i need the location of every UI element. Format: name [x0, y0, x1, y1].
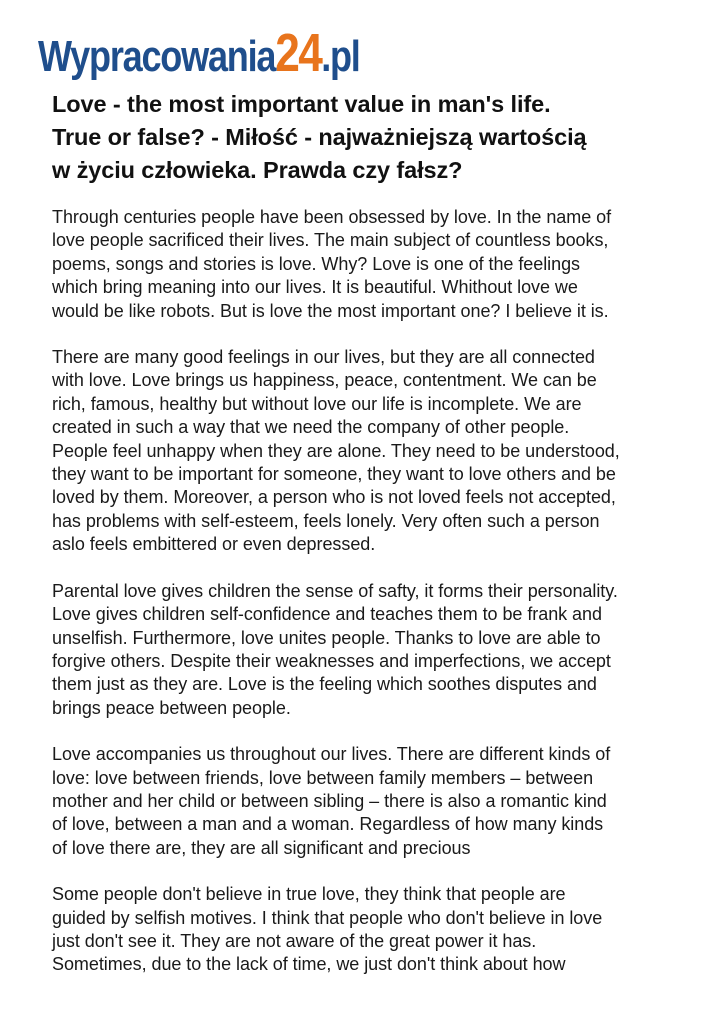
- paragraph-line: love: love between friends, love between family members – between: [52, 767, 594, 788]
- paragraph-line: Sometimes, due to the lack of time, we just don't think about how: [52, 954, 566, 975]
- body-paragraph: [52, 883, 692, 977]
- paragraph-line: loved by them. Moreover, a person who is not loved feels not accepted,: [52, 487, 616, 508]
- paragraph-line: of love, between a man and a woman. Regardless of how many kinds: [52, 814, 604, 835]
- paragraph-line: has problems with self-esteem, feels lonely. Very often such a person: [52, 510, 600, 531]
- paragraph-line: poems, songs and stories is love. Why? Love is one of the feelings: [52, 253, 580, 274]
- body-paragraph: [52, 206, 692, 323]
- logo-text-tld: .pl: [321, 32, 360, 81]
- paragraph-line: with love. Love brings us happiness, peace, contentment. We can be: [52, 370, 597, 391]
- document-body: [52, 206, 692, 1000]
- title-line: w życiu człowieka. Prawda czy fałsz?: [52, 157, 463, 183]
- paragraph-line: Parental love gives children the sense of safty, it forms their personality.: [52, 580, 618, 601]
- logo-text-number: 24: [275, 23, 322, 83]
- title-line: Love - the most important value in man's life.: [52, 91, 551, 117]
- paragraph-line: love people sacrificed their lives. The main subject of countless books,: [52, 230, 609, 251]
- body-paragraph: [52, 743, 692, 860]
- site-logo[interactable]: [38, 22, 360, 82]
- paragraph-line: created in such a way that we need the company of other people.: [52, 417, 570, 438]
- paragraph-line: of love there are, they are all significant and precious: [52, 837, 471, 858]
- paragraph-line: Love gives children self-confidence and teaches them to be frank and: [52, 604, 602, 625]
- logo-text-main: Wypracowania: [38, 32, 276, 81]
- paragraph-line: forgive others. Despite their weaknesses and imperfections, we accept: [52, 650, 611, 671]
- paragraph-line: just don't see it. They are not aware of the great power it has.: [52, 930, 537, 951]
- paragraph-line: Love accompanies us throughout our lives. There are different kinds of: [52, 744, 611, 765]
- paragraph-line: People feel unhappy when they are alone. They need to be understood,: [52, 440, 620, 461]
- body-paragraph: [52, 346, 692, 557]
- document-title: [52, 88, 692, 187]
- paragraph-line: Some people don't believe in true love, they think that people are: [52, 884, 566, 905]
- paragraph-line: Through centuries people have been obsessed by love. In the name of: [52, 207, 612, 227]
- paragraph-line: unselfish. Furthermore, love unites people. Thanks to love are able to: [52, 627, 601, 648]
- paragraph-line: aslo feels embittered or even depressed.: [52, 534, 376, 555]
- paragraph-line: would be like robots. But is love the most important one? I believe it is.: [52, 300, 609, 321]
- paragraph-line: guided by selfish motives. I think that people who don't believe in love: [52, 907, 603, 928]
- paragraph-line: they want to be important for someone, they want to love others and be: [52, 464, 616, 485]
- paragraph-line: There are many good feelings in our lives, but they are all connected: [52, 347, 595, 368]
- paragraph-line: rich, famous, healthy but without love our life is incomplete. We are: [52, 393, 582, 414]
- paragraph-line: mother and her child or between sibling – there is also a romantic kind: [52, 790, 607, 811]
- paragraph-line: brings peace between people.: [52, 697, 291, 718]
- paragraph-line: them just as they are. Love is the feeling which soothes disputes and: [52, 674, 597, 695]
- paragraph-line: which bring meaning into our lives. It is beautiful. Whithout love we: [52, 277, 578, 298]
- title-line: True or false? - Miłość - najważniejszą wartością: [52, 124, 587, 150]
- body-paragraph: [52, 580, 692, 720]
